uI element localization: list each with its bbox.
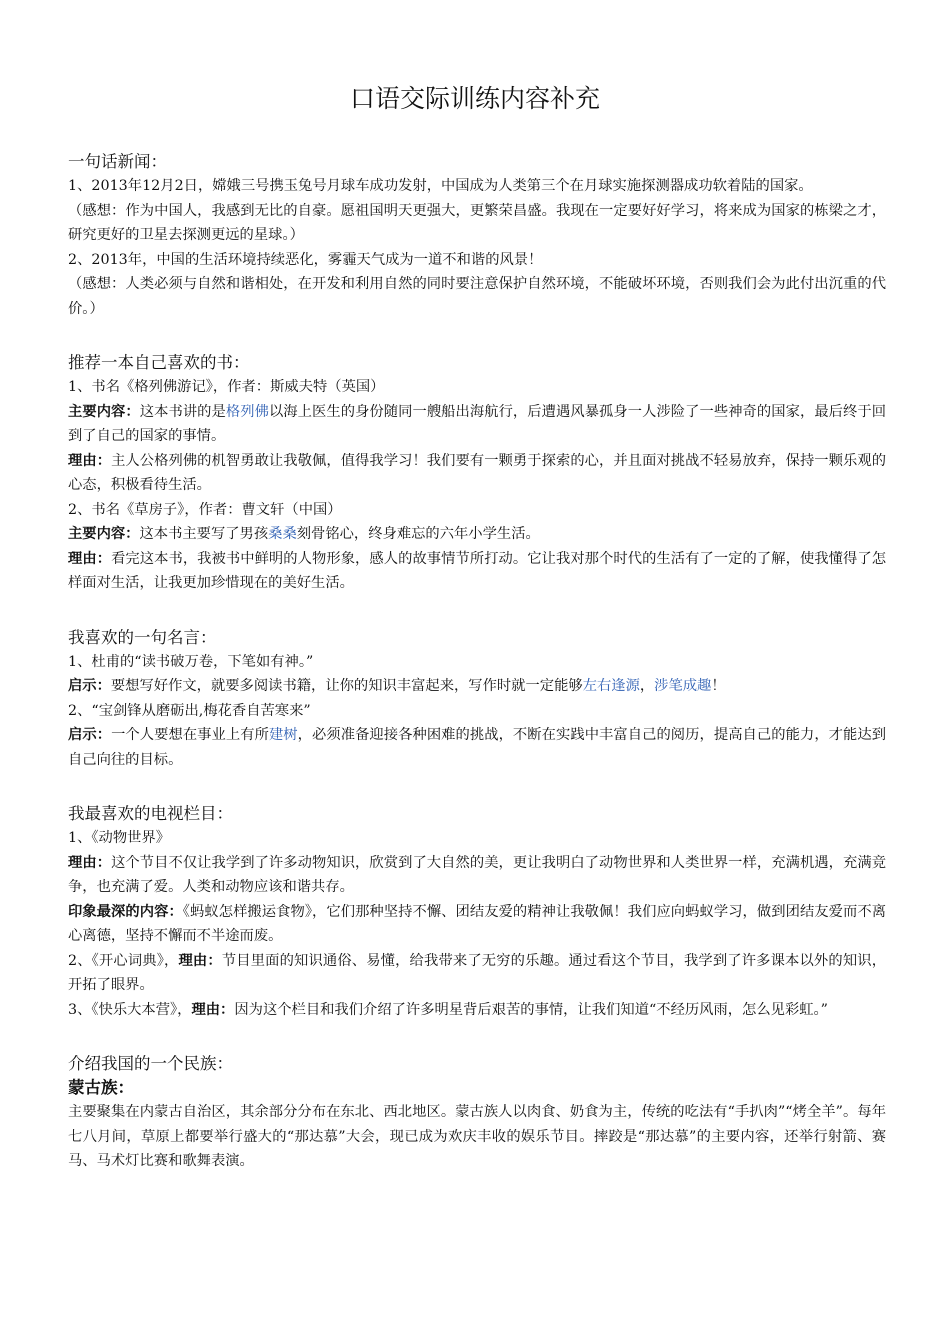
news-item-2: 2、2013年，中国的生活环境持续恶化，雾霾天气成为一道不和谐的风景！ (68, 251, 543, 268)
document-body (68, 150, 886, 1174)
book-1-reason-label: 理由： (68, 452, 112, 469)
quotes-heading: 我喜欢的一句名言： (68, 627, 217, 647)
news-item-2-note: （感想：人类必须与自然和谐相处，在开发和利用自然的同时要注意保护自然环境，不能破坏环境，否则我们会为此付出沉重的代价。） (68, 276, 886, 317)
book-2-reason (68, 547, 886, 596)
book-2-content-link[interactable]: 桑桑 (268, 526, 297, 542)
news-heading: 一句话新闻： (68, 152, 167, 171)
tv-item-2 (68, 949, 886, 998)
nation-subheading: 蒙古族： (68, 1078, 134, 1097)
tv-item-1-reason-label: 理由： (68, 854, 112, 871)
news-item-1-note: （感想：作为中国人，我感到无比的自豪。愿祖国明天更强大，更繁荣昌盛。我现在一定要好好学习，将来成为国家的栋梁之才，研究更好的卫星去探测更远的星球。） (68, 202, 886, 243)
book-1-content (68, 400, 886, 449)
tv-heading: 我最喜欢的电视栏目： (68, 804, 233, 823)
tv-item-2-label: 理由： (178, 952, 222, 969)
nation-text: 主要聚集在内蒙古自治区，其余部分分布在东北、西北地区。蒙古族人以肉食、奶食为主，传统的吃法有“手扒肉”“烤全羊”。每年七八月间，草原上都要举行盛大的“那达慕”大会，现已成为欢庆丰收的娱乐节目。摔跤是“那达慕”的主要内容，还举行射箭、赛马、马术灯比赛和歌舞表演。 (68, 1104, 886, 1169)
book-2-reason-label: 理由： (68, 550, 112, 567)
tv-item-3-label: 理由： (191, 1001, 235, 1018)
quote-1-insight (68, 674, 886, 699)
book-2-content-post: 刻骨铭心，终身难忘的六年小学生活。 (296, 526, 540, 542)
quote-2: 2、“宝剑锋从磨砺出,梅花香自苦寒来” (68, 702, 311, 719)
quote-1-insight-post: ！ (711, 678, 726, 694)
tv-item-3 (68, 998, 886, 1023)
page-title: 口语交际训练内容补充 (349, 84, 600, 113)
quote-2-link[interactable]: 建树 (268, 727, 298, 743)
tv-item-3-text: 因为这个栏目和我们介绍了许多明星背后艰苦的事情，让我们知道“不经历风雨，怎么见彩虹。” (234, 1001, 828, 1018)
quote-1-link-2[interactable]: 涉笔成趣 (654, 678, 712, 694)
book-2-content-pre: 这本书主要写了男孩 (139, 526, 269, 542)
tv-item-1-reason-text: 这个节目不仅让我学到了许多动物知识，欣赏到了大自然的美，更让我明白了动物世界和人类世界一样，充满机遇，充满竞争，也充满了爱。人类和动物应该和谐共存。 (68, 854, 887, 895)
nation-heading: 介绍我国的一个民族： (68, 1054, 233, 1073)
book-1-content-link[interactable]: 格列佛 (225, 403, 269, 420)
book-1-reason-text: 主人公格列佛的机智勇敢让我敬佩，值得我学习！我们要有一颗勇于探索的心，并且面对挑战不轻易放弃，保持一颗乐观的心态，积极看待生活。 (68, 452, 887, 493)
quote-1-insight-pre: 要想写好作文，就要多阅读书籍，让你的知识丰富起来，写作时就一定能够 (110, 678, 583, 694)
tv-item-1-reason (68, 851, 886, 900)
book-1-content-label: 主要内容： (68, 403, 140, 420)
book-2-reason-text: 看完这本书，我被书中鲜明的人物形象，感人的故事情节所打动。它让我对那个时代的生活有了一定的了解，使我懂得了怎样面对生活，让我更加珍惜现在的美好生活。 (68, 550, 887, 591)
quote-1: 1、杜甫的“读书破万卷，下笔如有神。” (68, 653, 314, 670)
tv-item-1: 1、《动物世界》 (68, 830, 171, 846)
book-1-content-pre: 这本书讲的是 (139, 403, 226, 420)
book-2-content (68, 522, 886, 547)
news-item-1: 1、2013年12月2日，嫦娥三号携玉兔号月球车成功发射，中国成为人类第三个在月球实施探测器成功软着陆的国家。 (68, 178, 813, 194)
quote-1-insight-mid: ， (639, 678, 655, 694)
tv-item-1-impression (68, 900, 886, 949)
book-2-title: 2、书名《草房子》，作者：曹文轩（中国） (68, 501, 342, 518)
quote-2-insight-label: 启示： (68, 727, 112, 743)
quote-2-insight-post: ，必须准备迎接各种困难的挑战，不断在实践中丰富自己的阅历，提高自己的能力，才能达到自己向往的目标。 (68, 727, 887, 768)
tv-item-1-impression-label: 印象最深的内容： (68, 903, 183, 920)
quote-2-insight-pre: 一个人要想在事业上有所 (111, 727, 269, 743)
tv-item-2-text: 节目里面的知识通俗、易懂，给我带来了无穷的乐趣。通过看这个节目，我学到了许多课本以外的知识，开拓了眼界。 (68, 952, 887, 993)
tv-item-2-title: 2、《开心词典》， (68, 952, 179, 969)
books-heading: 推荐一本自己喜欢的书： (68, 353, 250, 372)
tv-item-3-title: 3、《快乐大本营》， (68, 1001, 192, 1018)
quote-1-insight-label: 启示： (68, 678, 111, 694)
book-1-title: 1、书名《格列佛游记》，作者：斯威夫特（英国） (68, 379, 385, 395)
quote-1-link-1[interactable]: 左右逢源 (582, 678, 640, 694)
book-1-content-post: 以海上医生的身份随同一艘船出海航行，后遭遇风暴孤身一人涉险了一些神奇的国家，最后终于回到了自己的国家的事情。 (68, 403, 887, 444)
book-1-reason (68, 449, 886, 498)
quote-2-insight (68, 723, 886, 772)
book-2-content-label: 主要内容： (68, 526, 140, 542)
tv-item-1-impression-text: 《蚂蚁怎样搬运食物》，它们那种坚持不懈、团结友爱的精神让我敬佩！我们应向蚂蚁学习，做到团结友爱而不离心离德，坚持不懈而不半途而废。 (68, 903, 886, 944)
